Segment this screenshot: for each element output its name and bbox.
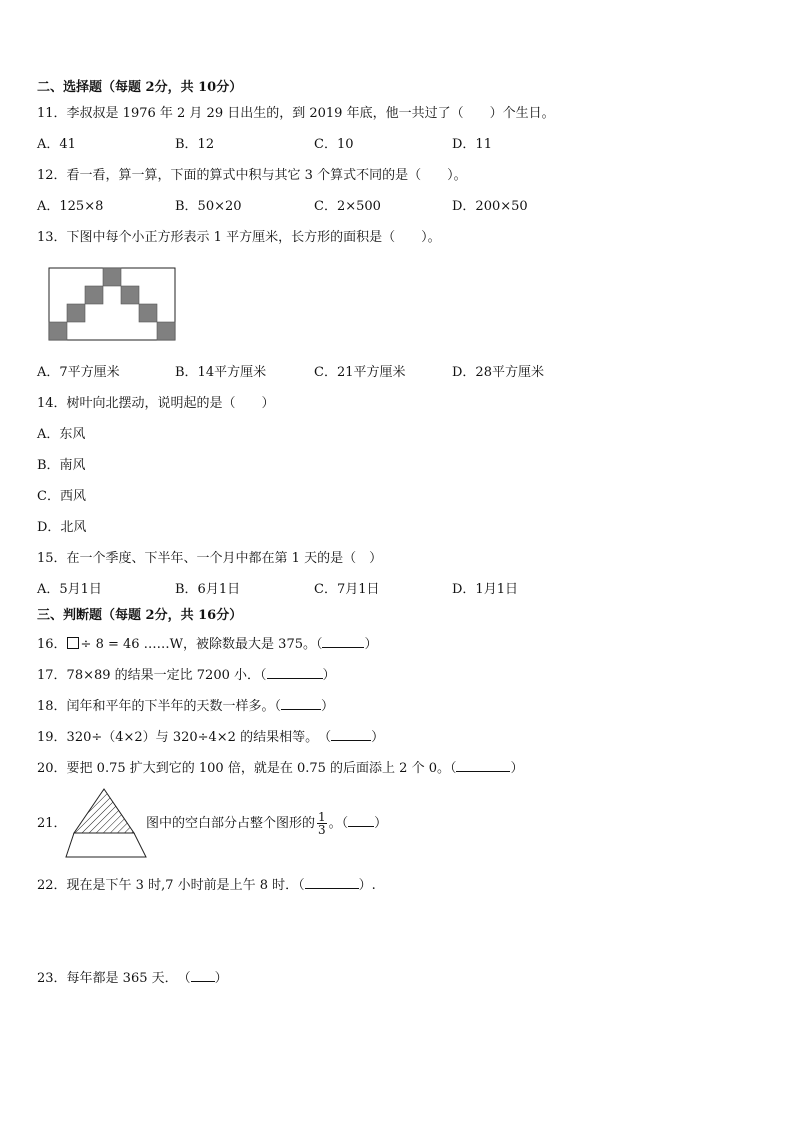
q20-text: 20．要把 0.75 扩大到它的 100 倍，就是在 0.75 的后面添上 2 个 0。（	[37, 761, 457, 776]
q23-close-paren: ）	[214, 971, 228, 986]
q21-answer-blank[interactable]	[348, 814, 374, 827]
q16-close-paren: ）	[364, 637, 378, 652]
section-title-choice: 二、选择题（每题 2分，共 10分）	[37, 80, 243, 95]
q18-text: 18．闰年和平年的下半年的天数一样多。（	[37, 699, 282, 714]
q13-option-a[interactable]: A．7平方厘米	[37, 365, 120, 380]
q12-option-b[interactable]: B．50×20	[175, 199, 242, 214]
question-22	[37, 876, 376, 894]
question-20	[37, 759, 524, 777]
q23-text: 23．每年都是 365 天． （	[37, 971, 191, 986]
fraction-denominator: 3	[318, 823, 326, 837]
q11-option-b[interactable]: B．12	[175, 137, 215, 152]
q21-tail: 。（	[328, 816, 349, 831]
question-13-stem: 13．下图中每个小正方形表示 1 平方厘米，长方形的面积是（ ）。	[37, 230, 441, 245]
q11-option-a[interactable]: A．41	[37, 137, 76, 152]
q21-number: 21．	[37, 816, 67, 831]
q20-close-paren: ）	[510, 761, 524, 776]
q16-number: 16．	[37, 637, 67, 652]
q17-text: 17．78×89 的结果一定比 7200 小．（	[37, 668, 267, 683]
q21-close-paren: ）	[374, 816, 388, 831]
q12-option-a[interactable]: A．125×8	[37, 199, 104, 214]
question-12-stem: 12．看一看，算一算，下面的算式中积与其它 3 个算式不同的是（ ）。	[37, 168, 467, 183]
q15-option-c[interactable]: C．7月1日	[314, 582, 380, 597]
q19-close-paren: ）	[371, 730, 385, 745]
q16-expression: ÷ 8 = 46 ……W，被除数最大是 375。（	[80, 637, 323, 652]
q11-option-c[interactable]: C．10	[314, 137, 354, 152]
q14-option-d[interactable]: D．北风	[37, 520, 87, 535]
q19-answer-blank[interactable]	[331, 728, 371, 741]
question-21	[146, 810, 387, 838]
q11-option-d[interactable]: D．11	[452, 137, 492, 152]
q15-option-b[interactable]: B．6月1日	[175, 582, 241, 597]
q17-close-paren: ）	[322, 668, 336, 683]
q22-close-paren: ）.	[358, 878, 376, 893]
q14-option-c[interactable]: C．西风	[37, 489, 86, 504]
q18-answer-blank[interactable]	[281, 697, 321, 710]
empty-square-icon	[67, 637, 79, 649]
question-19	[37, 728, 384, 746]
q13-option-d[interactable]: D．28平方厘米	[452, 365, 544, 380]
staircase-grid-figure	[48, 266, 176, 342]
question-16	[37, 635, 378, 653]
q18-close-paren: ）	[321, 699, 335, 714]
q13-option-b[interactable]: B．14平方厘米	[175, 365, 267, 380]
q17-answer-blank[interactable]	[267, 666, 323, 679]
section-title-judgement: 三、判断题（每题 2分，共 16分）	[37, 608, 243, 623]
q16-answer-blank[interactable]	[322, 635, 364, 648]
fraction-numerator: 1	[318, 810, 326, 824]
question-14-stem: 14．树叶向北摆动，说明起的是（ ）	[37, 396, 275, 411]
question-18	[37, 697, 334, 715]
triangle-figure	[64, 787, 148, 859]
q13-option-c[interactable]: C．21平方厘米	[314, 365, 406, 380]
q12-option-c[interactable]: C．2×500	[314, 199, 381, 214]
question-11-stem: 11．李叔叔是 1976 年 2 月 29 日出生的，到 2019 年底，他一共过了（ ）个生日。	[37, 106, 555, 121]
q22-answer-blank[interactable]	[305, 876, 359, 889]
q23-answer-blank[interactable]	[191, 969, 215, 982]
one-third-fraction	[317, 811, 327, 836]
question-23	[37, 969, 228, 987]
question-15-stem: 15．在一个季度、下半年、一个月中都在第 1 天的是（ ）	[37, 551, 383, 566]
q14-option-b[interactable]: B．南风	[37, 458, 86, 473]
q19-text: 19．320÷（4×2）与 320÷4×2 的结果相等。 （	[37, 730, 332, 745]
q12-option-d[interactable]: D．200×50	[452, 199, 528, 214]
q15-option-d[interactable]: D．1月1日	[452, 582, 518, 597]
question-17	[37, 666, 336, 684]
q15-option-a[interactable]: A．5月1日	[37, 582, 102, 597]
q14-option-a[interactable]: A．东风	[37, 427, 86, 442]
q22-text: 22．现在是下午 3 时,7 小时前是上午 8 时．（	[37, 878, 305, 893]
q21-text: 图中的空白部分占整个图形的	[146, 816, 316, 831]
q20-answer-blank[interactable]	[456, 759, 510, 772]
